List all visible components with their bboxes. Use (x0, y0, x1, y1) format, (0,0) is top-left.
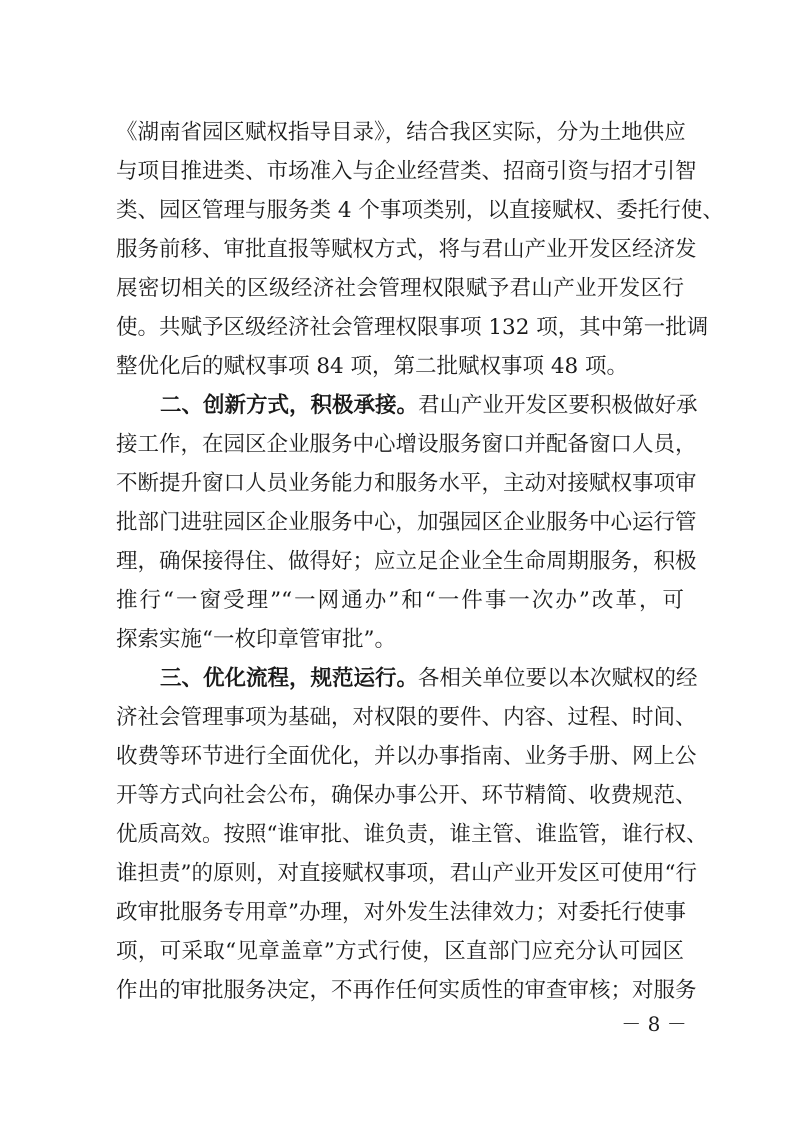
section-2-line-7: 探索实施“一枚印章管审批”。 (116, 627, 396, 652)
section-3-heading: 三、优化流程，规范运行。 (160, 666, 419, 691)
section-2-line-2: 接工作，在园区企业服务中心增设服务窗口并配备窗口人员， (116, 432, 697, 457)
section-2-line-4: 批部门进驻园区企业服务中心，加强园区企业服务中心运行管 (116, 510, 697, 535)
section-3-line-3: 收费等环节进行全面优化，并以办事指南、业务手册、网上公 (116, 744, 697, 769)
section-2-first-line-text: 君山产业开发区要积极做好承 (418, 393, 698, 418)
section-3-first-line (160, 665, 698, 693)
paragraph-1-line-6: 使。共赋予区级经济社会管理权限事项 132 项，其中第一批调 (116, 315, 709, 340)
section-3-line-2: 济社会管理事项为基础，对权限的要件、内容、过程、时间、 (116, 705, 697, 730)
section-2-heading: 二、创新方式，积极承接。 (160, 393, 419, 418)
section-3-line-6: 谁担责”的原则，对直接赋权事项，君山产业开发区可使用“行 (116, 861, 697, 886)
section-3-line-4: 开等方式向社会公布，确保办事公开、环节精简、收费规范、 (116, 783, 697, 808)
paragraph-1-line-7: 整优化后的赋权事项 84 项，第二批赋权事项 48 项。 (116, 354, 629, 379)
section-3-line-5: 优质高效。按照“谁审批、谁负责，谁主管、谁监管，谁行权、 (116, 822, 708, 847)
section-3-line-7: 政审批服务专用章”办理，对外发生法律效力；对委托行使事 (116, 900, 686, 925)
section-2-first-line (160, 392, 698, 420)
section-2-line-6: 推行“一窗受理”“一网通办”和“一件事一次办”改革，可 (116, 588, 684, 613)
paragraph-1-line-3: 类、园区管理与服务类 4 个事项类别，以直接赋权、委托行使、 (116, 198, 724, 223)
section-3-first-line-text: 各相关单位要以本次赋权的经 (418, 666, 698, 691)
paragraph-1-line-2: 与项目推进类、市场准入与企业经营类、招商引资与招才引智 (116, 159, 697, 184)
section-2-line-3: 不断提升窗口人员业务能力和服务水平，主动对接赋权事项审 (116, 471, 697, 496)
section-2-line-5: 理，确保接得住、做得好；应立足企业全生命周期服务，积极 (116, 549, 697, 574)
paragraph-1-line-4: 服务前移、审批直报等赋权方式，将与君山产业开发区经济发 (116, 237, 697, 262)
paragraph-1-line-1: 《湖南省园区赋权指导目录》，结合我区实际，分为土地供应 (116, 120, 686, 145)
paragraph-1-line-5: 展密切相关的区级经济社会管理权限赋予君山产业开发区行 (116, 276, 684, 301)
section-3-line-8: 项，可采取“见章盖章”方式行使，区直部门应充分认可园区 (116, 939, 684, 964)
page-number: － 8 － (621, 1012, 687, 1036)
section-3-line-9: 作出的审批服务决定，不再作任何实质性的审查审核；对服务 (116, 978, 697, 1003)
